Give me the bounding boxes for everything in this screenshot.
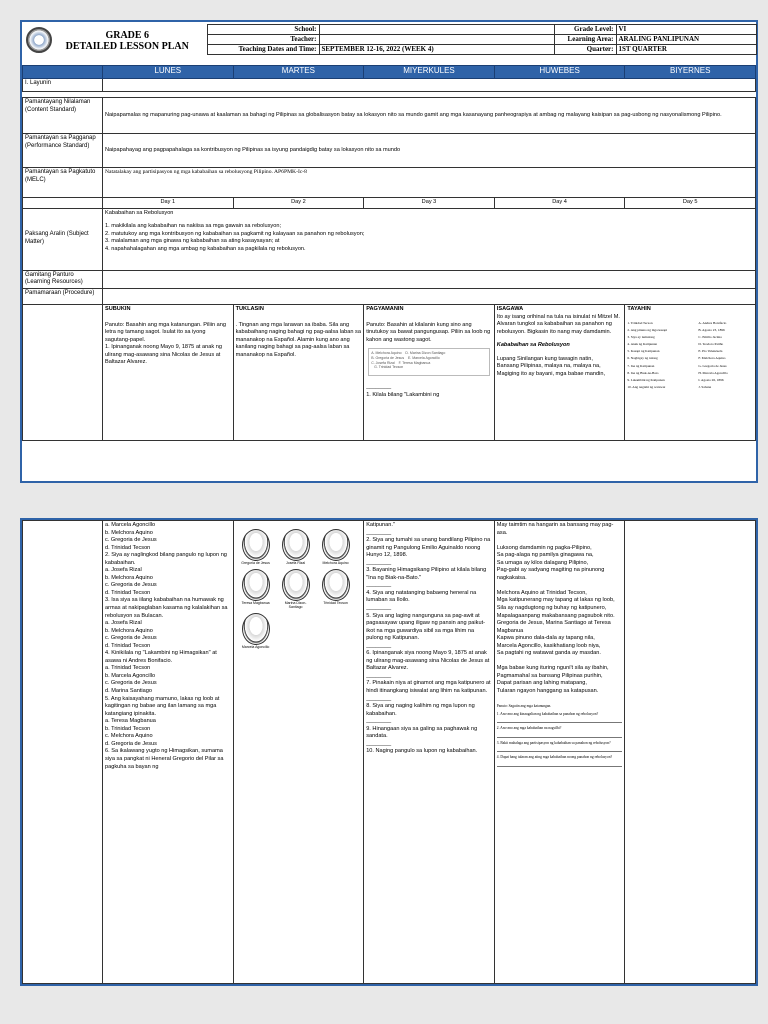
tayahin-answer-choice: B. Agosto 23, 1896 xyxy=(698,327,725,332)
quarter-label: Quarter: xyxy=(554,45,616,55)
answer-line xyxy=(497,747,623,752)
school-value xyxy=(319,25,554,35)
grade-level-value: VI xyxy=(616,25,756,35)
heroine-portrait xyxy=(319,569,353,605)
day-header-lunes: LUNES xyxy=(103,66,234,79)
isagawa-question: 4. Dapat bang tularan ang ating mga kababaihan noong panahon ng rebolusyon? xyxy=(496,755,613,760)
days-header-row xyxy=(23,66,756,79)
tayahin-item: 1. Trinidad Tecson xyxy=(627,320,653,325)
portrait-caption: Josefa Rizal xyxy=(286,561,306,565)
isagawa-questions-label: Panuto: Sagutin ang mga katanungan. xyxy=(496,703,552,708)
content-standard-text: Naipapamalas ng mapanuring pag-unawa at kaalaman sa bahagi ng Pilipinas sa globalisasyon batay sa lokasyon nito sa mundo gamit ang mga kasanayang panheograpiya at ambag ng malayang kaisipan sa pag-usbong ng nasyonalismong Pilipino. xyxy=(103,98,756,134)
isagawa-intro: Ito ay isang orihinal na tula na isinulat ni Mitzel M. Alvaran tungkol sa kababaihan sa panahon ng rebolusyon. Bigkasin ito nang may damdamin. xyxy=(496,313,620,335)
heroine-portrait xyxy=(279,529,313,565)
choices-box-image: A. Melchora Aquino D. Marina Dizon Santiago B. Gregoria de Jesus E. Marcela Agoncillo C. Josefa Rizal F. Teresa Magbanua G. Trinidad Tecson xyxy=(368,348,490,376)
isagawa-question: 3. Bakit mahalaga ang partisipasyon ng kababaihan sa panahon ng rebolusyon? xyxy=(496,740,611,745)
heroine-portrait xyxy=(319,529,353,565)
portraits-panel xyxy=(233,521,364,984)
pagyamanin-title: PAGYAMANIN xyxy=(366,306,404,313)
lesson-body-table: LUNES MARTES MIYERKULES HUWEBES BIYERNES I. Layunin Pamantayang Nilalaman (Content Standard) Naipapamalas ng mapanuring pag-unawa at kaalaman sa bahagi ng Pilipinas sa globalisasyon batay sa lokasyon nito sa mundo gamit ang mga kasanayang panheograpiya at ambag ng malayang kaisipan sa pag-usbong ng nasyonalismong Pilipino. Pamantayan sa Pagganap (Performance Standard) Naipapahayag ang pagpapahalaga sa kontribusyon ng Pilipinas sa isyung pandaigdig batay sa lokasyon nito sa mundo Pamantayan sa Pagkatuto (MELC) Natatalakay ang partisipasyon ng mga kababaihan sa rebolusyong Pilipino. AP6PMK-Ic-8 Day 1 Day 2 Day 3 Day 4 Day 5 Paksang Aralin (Subject Matter) Kababaihan sa Rebolusyon 1. makikilala ang kababaihan na nakiisa sa mga gawain sa rebolusyon; 2. matutukoy ang mga kontribusyon ng kababaihan sa pagkamit ng kalayaan sa panahon ng rebolusyon; 3. malalaman ang mga ginawa ng kababaihan sa ating kasaysayan; at 4. napahahalagahan ang mga ambag ng kababaihan sa pagkilala ng rebolusyon. Gamitang Panturo (Learning Resources) Pamamaraan (Procedure) SUBUKIN Panuto: Basahin ang mga katanungan. Piliin ang letra ng tamang sagot. Isulat ito sa iyong sagutang-papel. 1. Ipinanganak noong Mayo 9, 1875 at anak ng ulirang mag-asawang sina Nicolas de Jesus at Baltazar Alvarez. TUKLASIN . Tingnan ang mga larawan sa ibaba. Sila ang kababaihang naging bahagi ng pag-aalsa laban sa mananakop na Español. Alamin kung ano ang kanilang naging bahagi sa pag-aalsa laban sa mananakop na Español. PAGYAMANIN Panuto: Basahin at kilalanin kung sino ang tinutukoy sa bawat pangungusap. Piliin sa loob ng kahon ang wastong sagot. A. Melchora Aquino D. Marina Dizon Santiago B. Gregoria de Jesus E. Marcela Agoncillo C. Josefa Rizal F. Teresa Magbanua G. Trinidad Tecson ________ 1. Kilala bilang "Lakambini ng ISAGAWA Ito ay isang orihinal na tula na isinulat ni Mitzel M. Alvaran tungkol sa kababaihan sa panahon ng rebolusyon. Bigkasin ito nang may damdamin. Kababaihan sa Rebolusyon Lupang Sinilangan kung tawagin natin, Bansang Pilipinas, malaya na, malaya na, Magiging ito ay bayani, mga babae mandin, TAYAHIN 1. Trinidad Tecson 2. Ang pinuno ng mga kasapi 3. Siya ay tumulong 4. Anak ng Katipunan 5. Kasapi ng Katipunan 6. Nagbigay ng tulong 7. Ina ng Katipunan 8. Ina ng Biak-na-Bato 9. Lakambini ng Katipunan 10. Ang nagtahi ng watawat A. Andres Bonifacio B. Agosto 23, 1896 C. Emilio Jacinto D. Teodoro Patiño E. Pio Valenzuela F. Melchora Aquino G. Gregoria de Jesus H. Marcela Agoncillo I. Agosto 26, 1896 J. Sabana xyxy=(22,65,756,441)
tayahin-item: 4. Anak ng Katipunan xyxy=(627,342,658,347)
portrait-caption: Gregoria de Jesus xyxy=(241,561,270,565)
tayahin-quiz-image xyxy=(627,320,753,391)
isagawa-title: ISAGAWA xyxy=(496,306,524,313)
plan-title: DETAILED LESSON PLAN xyxy=(65,40,189,52)
content-standard-label: Pamantayang Nilalaman (Content Standard) xyxy=(23,98,103,134)
tayahin-title: TAYAHIN xyxy=(627,306,651,313)
melc-label: Pamantayan sa Pagkatuto (MELC) xyxy=(23,168,103,198)
tuklasin-text: . Tingnan ang mga larawan sa ibaba. Sila ang kababaihang naging bahagi ng pag-aalsa laban sa mananakop na Español. Alamin kung ano ang kanilang naging bahagi sa pag-aalsa laban sa mananakop na Español. xyxy=(235,321,361,358)
day-label-3: Day 3 xyxy=(364,198,495,209)
day-label-1: Day 1 xyxy=(103,198,234,209)
pagyamanin-text: Panuto: Basahin at kilalanin kung sino ang tinutukoy sa bawat pangungusap. Piliin sa loob ng kahon ang wastong sagot. xyxy=(366,321,491,343)
answer-line xyxy=(497,762,623,767)
isagawa-questions-image xyxy=(497,704,623,767)
subukin-text: Panuto: Basahin ang mga katanungan. Piliin ang letra ng tamang sagot. Isulat ito sa iyong sagutang-papel. 1. Ipinanganak noong Mayo 9, 1875 at anak ng ulirang mag-asawang sina Nicolas de Jesus at Baltazar Alvarez. xyxy=(105,321,226,366)
school-label: School: xyxy=(207,25,319,35)
tayahin-answer-choice: G. Gregoria de Jesus xyxy=(698,363,727,368)
answer-line xyxy=(497,733,623,738)
tayahin-item: 2. Ang pinuno ng mga kasapi xyxy=(627,327,668,332)
heroine-portrait xyxy=(279,569,313,609)
quarter-value: 1ST QUARTER xyxy=(616,45,756,55)
isagawa-question: 1. Ano-ano ang kinaugalian ng kababaihan sa panahon ng rebolusyon? xyxy=(496,711,599,716)
isagawa-continued: May taimtim na hangarin sa bansang may pag-asa. Luksong damdamin ng pagka-Pilipino, Sa pag-alaga ng pamilya ginagawa na, Sa umaga ay kilos dalagang Pilipino, Pag-gabi ay sadyang magiting na pinunong nagkakaisa. Melchora Aquino at Trinidad Tecson, Mga katipunerang may tapang at lakas ng loob, Sila ay nagdugtong ng buhay ng katipunero, Mapalagaanpang makabansang pagsubok nito. Gregoria de Jesus, Marina Santiago at Teresa Magbanua Kapwa pinuno dala-dala ay tapang nila, Marcela Agoncillo, kasikhatiang loob niya, Sa pagtahi ng watawat ganda ay masdan. Mga babae kung ituring nguni't sila ay ibahin, Pagmamahal sa bansang Pilipinas purihin, Dapat parisan ang lahing matapang, Tularan ngayon hanggang sa katapusan. xyxy=(496,522,615,695)
portrait-caption: Teresa Magbanua xyxy=(241,601,270,605)
header-title-block xyxy=(22,25,207,55)
isagawa-poem: Lupang Sinilangan kung tawagin natin, Bansang Pilipinas, malaya na, malaya na, Magiging ito ay bayani, mga babae mandin, xyxy=(496,355,605,377)
teacher-label: Teacher: xyxy=(207,35,319,45)
subukin-title: SUBUKIN xyxy=(105,306,131,313)
learning-area-label: Learning Area: xyxy=(554,35,616,45)
day-label-2: Day 2 xyxy=(233,198,364,209)
learning-resources-label: Gamitang Panturo (Learning Resources) xyxy=(23,270,103,289)
portrait-image xyxy=(282,569,310,601)
performance-standard-text: Naipapahayag ang pagpapahalaga sa kontribusyon ng Pilipinas sa isyung pandaigdig batay sa lokasyon nito sa mundo xyxy=(103,134,756,168)
day-header-martes: MARTES xyxy=(233,66,364,79)
tayahin-answer-choice: E. Pio Valenzuela xyxy=(698,349,723,354)
tayahin-item: 8. Ina ng Biak-na-Bato xyxy=(627,370,659,375)
tayahin-item: 6. Nagbigay ng tulong xyxy=(627,356,658,361)
learning-area-value: ARALING PANLIPUNAN xyxy=(616,35,756,45)
lesson-plan-page-1 xyxy=(20,20,758,483)
day-label-5: Day 5 xyxy=(625,198,756,209)
day-header-miyerkules: MIYERKULES xyxy=(364,66,495,79)
lesson-body-table-continued xyxy=(22,520,756,984)
portrait-image xyxy=(242,569,270,601)
portrait-caption: Marina Dizon-Santiago xyxy=(284,601,307,609)
procedure-label: Pamamaraan (Procedure) xyxy=(23,289,103,305)
portrait-image xyxy=(322,529,350,561)
tayahin-item: 3. Siya ay tumulong xyxy=(627,334,655,339)
heroine-portrait xyxy=(239,529,273,565)
portrait-caption: Trinidad Tecson xyxy=(323,601,348,605)
tayahin-item: 9. Lakambini ng Katipunan xyxy=(627,377,665,382)
performance-standard-label: Pamantayan sa Pagganap (Performance Standard) xyxy=(23,134,103,168)
day-header-huwebes: HUWEBES xyxy=(494,66,625,79)
grade-level-label: Grade Level: xyxy=(554,25,616,35)
portrait-caption: Melchora Aquino xyxy=(322,561,349,565)
tayahin-item: 5. Kasapi ng Katipunan xyxy=(627,349,660,354)
portrait-image xyxy=(282,529,310,561)
tayahin-answer-choice: J. Sabana xyxy=(698,384,712,389)
lesson-plan-page-2 xyxy=(20,518,758,986)
isagawa-question: 2. Ano-ano ang mga kababaihan na nagsilbi? xyxy=(496,726,562,731)
subject-matter-label: Paksang Aralin (Subject Matter) xyxy=(23,208,103,270)
day-label-4: Day 4 xyxy=(494,198,625,209)
subukin-continued: a. Marcela Agoncillo b. Melchora Aquino c. Gregoria de Jesus d. Trinidad Tecson 2. Siya ay naglingkod bilang pangulo ng lupon ng kababaihan. a. Josefa Rizal b. Melchora Aquino c. Gregoria de Jesus d. Trinidad Tecson 3. Isa siya sa iilang kababaihan na humawak ng armas at nakipaglaban kasama ng kalalakihan sa rebolusyon sa Bulacan. a. Josefa Rizal b. Melchora Aquino c. Gregoria de Jesus d. Trinidad Tecson 4. Kinikilala ng "Lakambini ng Himagsikan" at asawa ni Andres Bonifacio. a. Trinidad Tecson b. Marcela Agoncillo c. Gregoria de Jesus d. Marina Santiago 5. Ang kaisayahang mamuno, lakas ng loob at kagitingan ng babae ang ilan lamang sa mga katangiang ipinakita. a. Teresa Magbanua b. Trinidad Tecson c. Melchora Aquino d. Gregoria de Jesus 6. Sa ikalawang yugto ng Himagsikan, sumama siya sa pangkat ni Heneral Gregorio del Pilar sa pagkuha sa bayan ng xyxy=(103,521,234,984)
dates-value: SEPTEMBER 12-16, 2022 (WEEK 4) xyxy=(319,45,554,55)
dates-label: Teaching Dates and Time: xyxy=(207,45,319,55)
tayahin-answer-choice: F. Melchora Aquino xyxy=(698,356,726,361)
day-header-biyernes: BIYERNES xyxy=(625,66,756,79)
tayahin-answer-choice: A. Andres Bonifacio xyxy=(698,320,727,325)
pagyamanin-q1: 1. Kilala bilang "Lakambini ng xyxy=(366,391,440,398)
tayahin-answer-choice: H. Marcela Agoncillo xyxy=(698,370,728,375)
portrait-image xyxy=(322,569,350,601)
grade-title: GRADE 6 xyxy=(105,29,150,41)
subject-objectives: 1. makikilala ang kababaihan na nakiisa sa mga gawain sa rebolusyon; 2. matutukoy ang mga kontribusyon ng kababaihan sa pagkamit ng kalayaan sa panahon ng rebolusyon; 3. malalaman ang mga ginawa ng kababaihan sa ating kasaysayan; at 4. napahahalagahan ang mga ambag ng kababaihan sa pagkilala ng rebolusyon. xyxy=(105,223,365,252)
portrait-caption: Marcela Agoncillo xyxy=(241,645,270,649)
answer-line xyxy=(497,718,623,723)
header-table xyxy=(22,24,757,55)
isagawa-poem-title: Kababaihan sa Rebolusyon xyxy=(496,342,570,349)
heroine-portrait xyxy=(239,569,273,605)
deped-seal-icon xyxy=(26,27,52,53)
tayahin-item: 7. Ina ng Katipunan xyxy=(627,363,655,368)
subject-title: Kababaihan sa Rebolusyon xyxy=(105,209,174,216)
heroine-portrait xyxy=(239,613,273,649)
tayahin-answer-choice: C. Emilio Jacinto xyxy=(698,334,723,339)
melc-text: Natatalakay ang partisipasyon ng mga kababaihan sa rebolusyong Pilipino. AP6PMK-Ic-8 xyxy=(103,168,756,198)
layunin-label: I. Layunin xyxy=(23,79,103,92)
pagyamanin-continued: Katipunan." ________ 2. Siya ang tumahi sa unang bandilang Pilipino na ginamit ng Pangulong Emilio Aguinaldo noong Hunyo 12, 1898. ________ 3. Bayaning Himagsikang Pilipino at kilala bilang "Ina ng Biak-na-Bato." ________ 4. Siya ang natatanging babaeng heneral na lumaban sa Iloilo. ________ 5. Siya ang laging nangunguna sa pag-awit at pagsasayaw upang iligaw ng pansin ang paikut-ikot na mga guwardiya sibil sa mga lihim na pulong ng Katipunan. ________ 6. Ipinanganak siya noong Mayo 9, 1875 at anak ng ulirang mag-asawang sina Nicolas de Jesus at Baltazar Alvarez. ________ 7. Pinakain niya at ginamot ang mga katipunero at hindi itinangkang isiwalat ang lihim na katipunan. ________ 8. Siya ang naging kalihim ng mga lupon ng kababaihan. ________ 9. Hinangaan siya sa galing sa paghawak ng sandata. ________ 10. Naging pangulo sa lupon ng kababaihan. xyxy=(364,521,495,984)
portrait-image xyxy=(242,529,270,561)
tayahin-answer-choice: I. Agosto 26, 1896 xyxy=(698,377,724,382)
portrait-image xyxy=(242,613,270,645)
tayahin-answer-choice: D. Teodoro Patiño xyxy=(698,342,724,347)
teacher-value xyxy=(319,35,554,45)
tayahin-item: 10. Ang nagtahi ng watawat xyxy=(627,384,666,389)
tuklasin-title: TUKLASIN xyxy=(235,306,264,313)
